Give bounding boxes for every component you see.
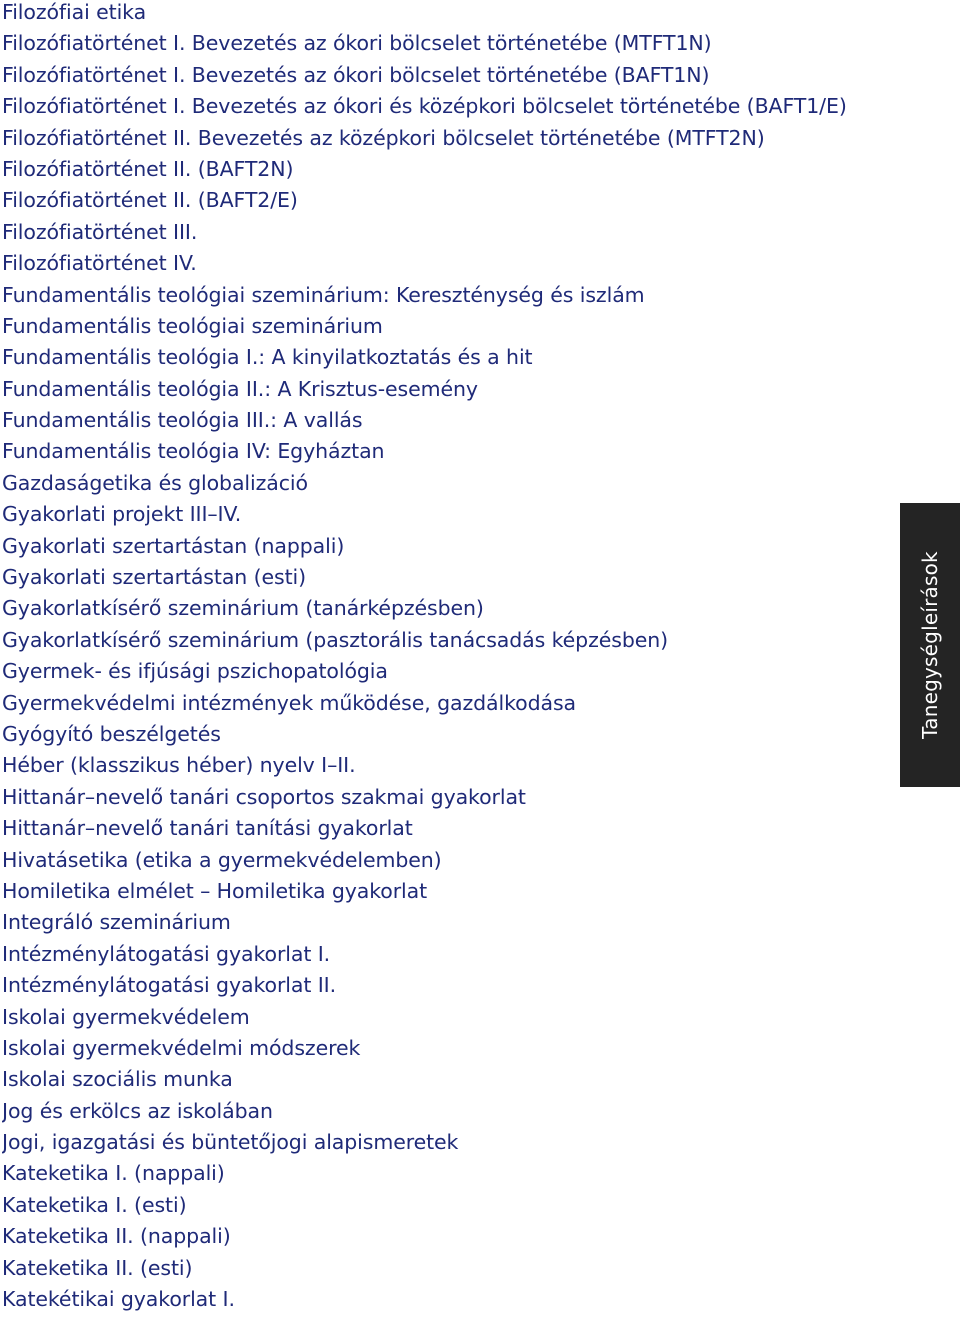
- course-item: Fundamentális teológia II.: A Krisztus-esemény: [2, 376, 478, 401]
- course-item: Jog és erkölcs az iskolában: [2, 1098, 273, 1123]
- course-item: Iskolai gyermekvédelmi módszerek: [2, 1035, 361, 1060]
- course-item: Katekétikai gyakorlat I.: [2, 1287, 235, 1312]
- course-item: Kateketika I. (nappali): [2, 1161, 225, 1186]
- course-item: Fundamentális teológia III.: A vallás: [2, 408, 363, 433]
- course-item: Filozófiatörténet I. Bevezetés az ókori bölcselet történetébe (MTFT1N): [2, 31, 712, 56]
- course-list: [2, 0, 882, 1315]
- course-item: Intézménylátogatási gyakorlat I.: [2, 941, 331, 966]
- course-item: Hittanár–nevelő tanári tanítási gyakorlat: [2, 816, 413, 841]
- course-item: Homiletika elmélet – Homiletika gyakorlat: [2, 878, 428, 903]
- course-item: Hivatásetika (etika a gyermekvédelemben): [2, 847, 442, 872]
- course-item: Filozófiatörténet IV.: [2, 251, 197, 276]
- course-item: Gazdaságetika és globalizáció: [2, 470, 308, 495]
- section-side-tab-label: Tanegységleírások: [918, 551, 943, 739]
- course-item: Iskolai gyermekvédelem: [2, 1004, 250, 1029]
- course-item: Gyakorlati szertartástan (esti): [2, 565, 307, 590]
- course-item: Hittanár–nevelő tanári csoportos szakmai gyakorlat: [2, 784, 526, 809]
- course-item: Fundamentális teológiai szeminárium: [2, 313, 383, 338]
- course-item: Filozófiatörténet II. (BAFT2/E): [2, 188, 298, 213]
- course-item: Filozófiatörténet III.: [2, 219, 198, 244]
- course-item: Gyógyító beszélgetés: [2, 721, 221, 746]
- course-item: Gyakorlatkísérő szeminárium (tanárképzésben): [2, 596, 484, 621]
- course-item: Gyakorlati projekt III–IV.: [2, 502, 242, 527]
- course-item: Kateketika II. (esti): [2, 1255, 193, 1280]
- course-item: Jogi, igazgatási és büntetőjogi alapismeretek: [2, 1130, 459, 1155]
- section-side-tab: [900, 503, 960, 787]
- course-item: Gyakorlati szertartástan (nappali): [2, 533, 345, 558]
- course-item: Filozófiai etika: [2, 0, 147, 24]
- course-item: Intézménylátogatási gyakorlat II.: [2, 973, 336, 998]
- course-item: Filozófiatörténet I. Bevezetés az ókori és középkori bölcselet történetébe (BAFT1/E): [2, 94, 847, 119]
- course-item: Integráló szeminárium: [2, 910, 231, 935]
- course-item: Iskolai szociális munka: [2, 1067, 233, 1092]
- course-item: Fundamentális teológiai szeminárium: Kereszténység és iszlám: [2, 282, 645, 307]
- course-item: Gyermek- és ifjúsági pszichopatológia: [2, 659, 388, 684]
- course-item: Gyermekvédelmi intézmények működése, gazdálkodása: [2, 690, 577, 715]
- course-item: Héber (klasszikus héber) nyelv I–II.: [2, 753, 356, 778]
- course-item: Filozófiatörténet II. Bevezetés az középkori bölcselet történetébe (MTFT2N): [2, 125, 765, 150]
- course-item: Filozófiatörténet II. (BAFT2N): [2, 156, 294, 181]
- course-item: Fundamentális teológia I.: A kinyilatkoztatás és a hit: [2, 345, 533, 370]
- course-item: Filozófiatörténet I. Bevezetés az ókori bölcselet történetébe (BAFT1N): [2, 62, 710, 87]
- course-item: Kateketika I. (esti): [2, 1192, 187, 1217]
- course-item: Kateketika II. (nappali): [2, 1224, 231, 1249]
- course-item: Gyakorlatkísérő szeminárium (pasztorális tanácsadás képzésben): [2, 627, 669, 652]
- course-item: Fundamentális teológia IV: Egyháztan: [2, 439, 385, 464]
